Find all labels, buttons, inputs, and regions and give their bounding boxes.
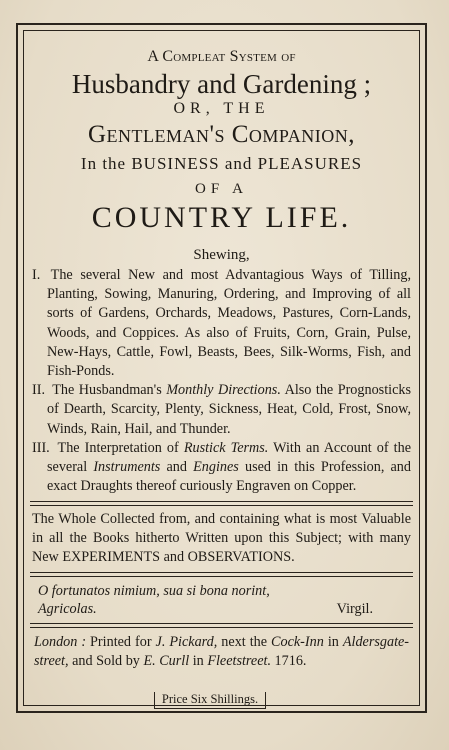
item-text-italic: Monthly Directions. — [166, 382, 281, 399]
latin-motto — [30, 582, 413, 618]
imprint — [30, 633, 413, 671]
imprint-printer: J. Pickard, — [155, 634, 218, 651]
item-text-italic: Instruments — [93, 459, 161, 476]
imprint-text: in — [327, 634, 339, 651]
motto-line-2-row — [38, 600, 413, 618]
item-number: II. — [32, 382, 45, 399]
title-line-6: OF A — [195, 181, 248, 197]
collected-note: The Whole Collected from, and containing what is most Valuable in all the Books hitherto Written upon this Subject; with many New EXPERIMENTS and OBSERVATIONS. — [32, 511, 411, 566]
imprint-text: in — [192, 653, 204, 670]
item-text: Also the Prognosticks of Dearth, Scarcity, Plenty, Sickness, Heat, Cold, Frost, Snow, Winds, Rain, Hail, and Thunder. — [47, 382, 411, 437]
divider — [30, 501, 413, 506]
title-page-content — [30, 36, 413, 671]
title-line-5: In the BUSINESS and PLEASURES — [80, 154, 363, 173]
item-text: The several New and most Advantagious Ways of Tilling, Planting, Sowing, Manuring, Ordering, and Improving of all sorts of Gardens, Orchards, Meadows, Pastures, Corn-Lands, Woods, and Coppices. As also of Fruits, Corn, Grain, Pulse, New-Hays, Cattle, Fowl, Beasts, Bees, Silk-Worms, Fish, and Fish-Ponds. — [47, 267, 411, 380]
item-text-italic: Engines — [193, 459, 239, 476]
list-item — [32, 439, 411, 497]
contents-list — [30, 266, 413, 496]
divider — [30, 623, 413, 628]
item-text-italic: Rustick Terms. — [183, 439, 269, 456]
imprint-city: London : — [34, 634, 87, 651]
imprint-seller: E. Curll — [143, 653, 190, 670]
item-text: With an Account of the several — [47, 439, 412, 476]
shewing-heading: Shewing, — [193, 247, 250, 263]
imprint-text: and Sold by — [72, 653, 140, 670]
price-label: Price Six Shillings. — [154, 692, 266, 709]
item-text: used in this Profession, and exact Draughts thereof curiously Engraven on Copper. — [47, 459, 411, 495]
list-item — [32, 266, 411, 381]
divider — [30, 572, 413, 577]
item-number: III. — [32, 439, 50, 456]
imprint-street: Aldersgate-street, — [34, 634, 410, 670]
title-line-3: OR, THE — [173, 100, 270, 117]
motto-author: Virgil. — [336, 601, 373, 618]
imprint-text: next the — [221, 634, 268, 651]
motto-line-2: Agricolas. — [38, 601, 97, 618]
title-line-4: Gentleman's Companion, — [87, 121, 356, 148]
imprint-street: Fleetstreet. — [207, 653, 271, 670]
list-item — [32, 381, 411, 439]
item-text: and — [166, 459, 187, 476]
item-text: The Interpretation of — [57, 439, 179, 456]
motto-line-1: O fortunatos nimium, sua si bona norint, — [38, 583, 270, 600]
item-number: I. — [32, 267, 41, 283]
title-line-1: A Compleat System of — [147, 48, 296, 65]
imprint-year: 1716. — [274, 653, 307, 670]
imprint-place: Cock-Inn — [271, 634, 324, 651]
item-text: The Husbandman's — [52, 382, 162, 399]
title-line-2: Husbandry and Gardening ; — [71, 69, 372, 99]
imprint-text: Printed for — [90, 634, 152, 651]
title-line-7: COUNTRY LIFE. — [91, 201, 352, 234]
